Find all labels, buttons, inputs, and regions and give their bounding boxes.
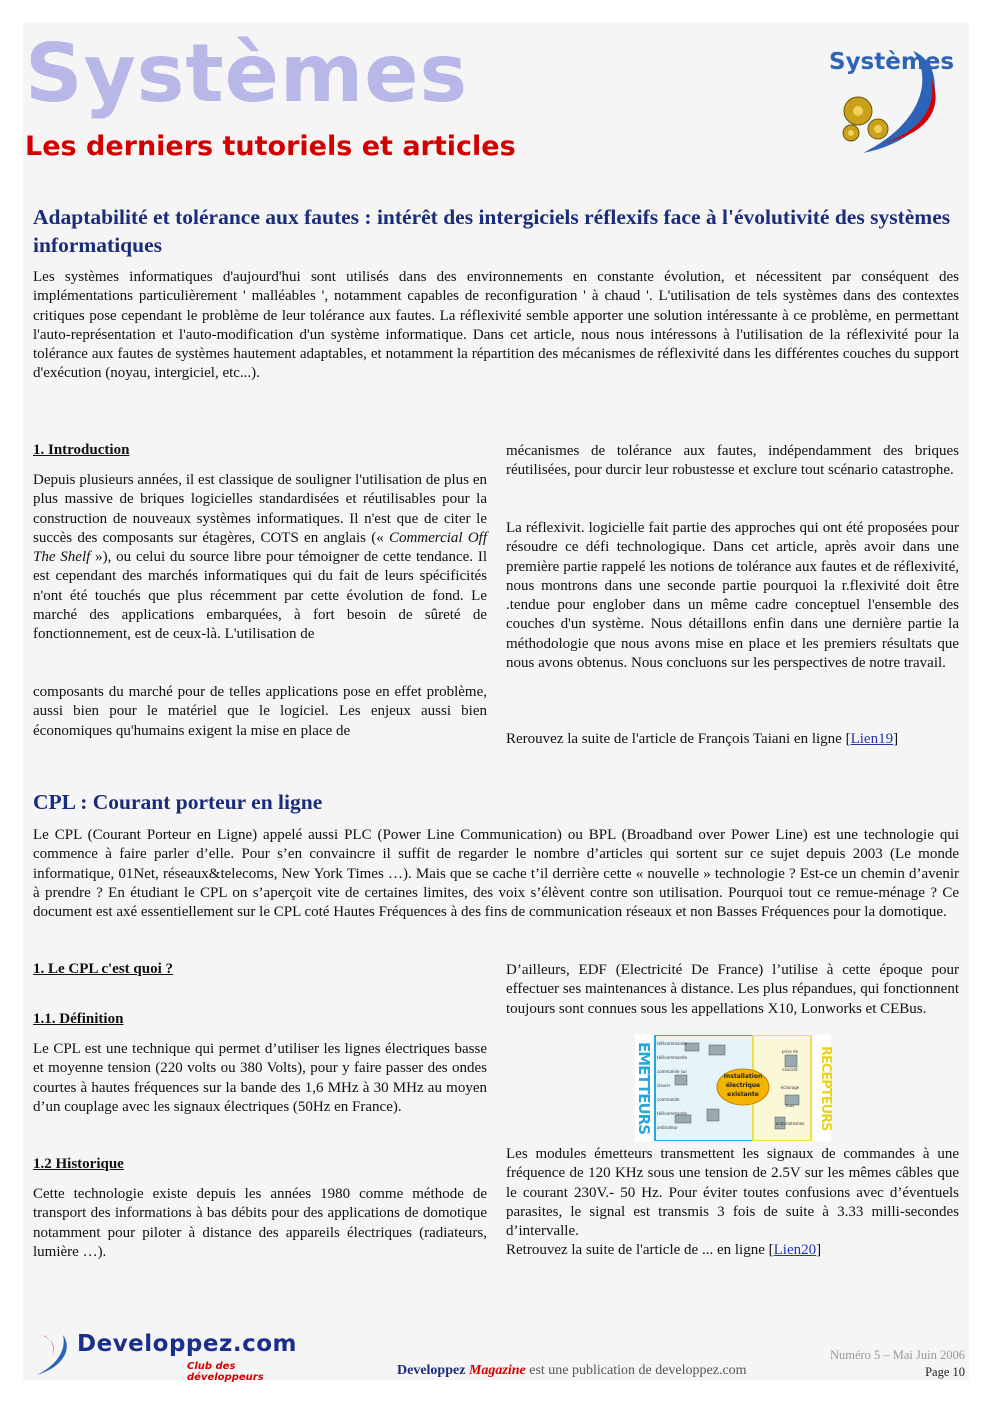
- link-lien19[interactable]: Lien19: [850, 731, 894, 747]
- left-item: clavier: [657, 1083, 671, 1088]
- read-more-text: Rerouvez la suite de l'article de François Taiani en ligne [: [506, 731, 851, 747]
- logo-text: Systèmes: [829, 49, 955, 75]
- article1-intro-paragraph: [33, 471, 487, 645]
- right-item: prise de: [781, 1049, 799, 1054]
- developpez-wordmark: Developpez.com: [77, 1331, 298, 1357]
- publication-line: [397, 1363, 747, 1379]
- intro-text-a: Depuis plusieurs années, il est classique de souligner l'utilisation de plus en plus massive de briques logicielles standardisées et réutilisables pour la construction de nouveaux systèmes informatiques. Il n'est que de citer le succès des composants sur étagères, COTS en anglais («: [33, 472, 487, 546]
- developpez-logo[interactable]: [33, 1329, 298, 1383]
- diagram-right-items: [769, 1043, 811, 1133]
- article2-title: CPL : Courant porteur en ligne: [33, 790, 323, 814]
- center-line2: électrique: [725, 1082, 761, 1089]
- article1-abstract: Les systèmes informatiques d'aujourd'hui sont utilisés dans des environnements en constante évolution, et nécessitent par conséquent des implémentations particulièrement ' malléables ', notamment capables de reconfiguration ' à chaud '. L'utilisation de tels systèmes dans des contextes critiques pose cependant le problème de leur tolérance aux fautes. La réflexivité semble apporter une solution intéressante à ce problème, en permettant l'auto-représentation et l'auto-modification d'un système informatique. Dans cet article, nous nous intéressons à l'utilisation de la réflexivité pour la tolérance aux fautes de systèmes hautement adaptables, et notamment la répartition des mécanismes de réflexivité dans les différentes couches du support d'exécution (noyau, intergiciel, etc...).: [33, 269, 959, 382]
- article2-right-para2: Les modules émetteurs transmettent les signaux de commandes à une fréquence de 120 KHz sous une tension de 2.5V sur les mêmes câbles que le courant 230V.- 50 Hz. Pour éviter toutes confusions avec d’éventuels parasites, le signal est transmis 3 fois de suite à 3.33 milli-secondes d’intervalle.: [506, 1146, 959, 1240]
- diagram-right-label: RECEPTEURS: [818, 1045, 833, 1131]
- center-line1: Installation: [723, 1073, 763, 1080]
- read-more-end: ]: [816, 1242, 822, 1258]
- article2-section-what: 1. Le CPL c'est quoi ?: [33, 961, 174, 977]
- pub-rest: est une publication de developpez.com: [529, 1363, 747, 1378]
- cpl-diagram: [635, 1035, 831, 1141]
- swoosh-icon: [33, 1329, 77, 1377]
- diagram-left-label: EMETTEURS: [635, 1041, 653, 1134]
- article1-right-para2: La réflexivit. logicielle fait partie des approches qui ont été proposées pour résoudre ce défi technologique. Dans cet article, après avoir dans une première partie rappelé les notions de tolérance aux fautes et de réflexivité, nous montrons dans une seconde partie pourquoi la r.flexivité doit être .tendue pour englober dans un même cadre conceptuel l'ensemble des couches d'un système. Nous détaillons enfin dans une dernière partie la méthodologie que nous avons mise en place et les premiers résultats que nous avons obtenus. Nous concluons sur les perspectives de notre travail.: [506, 520, 959, 672]
- club-tagline: Club des développeurs: [187, 1361, 264, 1383]
- left-item: commande sur: [657, 1069, 687, 1074]
- article1-right-para1: mécanismes de tolérance aux fautes, indépendamment des briques réutilisées, pour durcir leur robustesse et exclure tout scénario catastrophe.: [506, 443, 959, 479]
- left-item: télécommande: [657, 1111, 688, 1116]
- section-subtitle: Les derniers tutoriels et articles: [25, 131, 516, 162]
- intro-emphasis: Commercial Off The Shelf: [33, 529, 487, 566]
- left-item: commande: [657, 1097, 680, 1102]
- brand-title: Systèmes: [25, 27, 469, 120]
- article2-section-history: 1.2 Historique: [33, 1156, 124, 1172]
- link-lien20[interactable]: Lien20: [773, 1242, 817, 1258]
- article1-intro-continued: composants du marché pour de telles applications pose en effet problème, aussi bien pour le matériel que le logiciel. Les enjeux aussi bien économiques qu'humains exigent la mise en place de: [33, 684, 487, 739]
- article2-right-para1: D’ailleurs, EDF (Electricité De France) l’utilise à cette époque pour effectuer ses maintenances à distance. Les plus répandues, qui fonctionnent toujours sont connues sous les appellations X10, Lonworks et CEBus.: [506, 962, 959, 1017]
- left-item: télécommande: [657, 1055, 688, 1060]
- center-line3: existante: [727, 1091, 759, 1098]
- pub-magazine: Magazine: [468, 1363, 526, 1378]
- pub-name: Developpez: [397, 1363, 466, 1378]
- read-more-end: ]: [893, 731, 899, 747]
- article2-read-more: [506, 1241, 959, 1260]
- page: [23, 23, 969, 1383]
- article2-history: Cette technologie existe depuis les années 1980 comme méthode de transport des informations à bas débits pour des applications de domotique notamment pour piloter à distance des appareils électriques (radiateurs, lumière …).: [33, 1186, 487, 1260]
- article1-section-intro: 1. Introduction: [33, 442, 130, 458]
- right-item: éclairage: [780, 1085, 800, 1090]
- article2-section-definition: 1.1. Définition: [33, 1011, 124, 1027]
- article2-abstract: Le CPL (Courant Porteur en Ligne) appelé aussi PLC (Power Line Communication) ou BPL (Broadband over Power Line) est une technologie qui commence à faire parler d’elle. Pour s’en convaincre il suffit de regarder le nombre d’articles qui sortent sur ce sujet depuis 2003 (Le monde informatique, 01Net, réseaux&telecoms, New York Times …). Mais que se cache t’il derrière cette « nouvelle » technologie ? Est-ce un chemin d’avenir à prendre ? En étudiant le CPL on s’aperçoit vite de certaines limites, des voix s’élèvent contre son utilisation. Pourquoi tout ce remue-ménage ? Ce document est axé essentiellement sur le CPL coté Hautes Fréquences à des fins de communication réseaux et non Basses Fréquences pour la domotique.: [33, 827, 959, 921]
- diagram-left-items: [657, 1037, 717, 1135]
- issue-number: Numéro 5 – Mai Juin 2006: [829, 1348, 965, 1362]
- left-item: télécommande: [657, 1041, 688, 1046]
- article1-read-more: [506, 730, 959, 749]
- right-item: automatismes: [775, 1121, 805, 1126]
- article1-title: Adaptabilité et tolérance aux fautes : intérêt des intergiciels réflexifs face à l'évolutivité des systèmes informatiques: [33, 205, 951, 257]
- systemes-logo: [823, 33, 963, 161]
- right-item: tous: [785, 1103, 795, 1108]
- right-item: courant: [782, 1067, 798, 1072]
- diagram-center-label: [719, 1072, 767, 1099]
- left-item: ordinateur: [657, 1125, 678, 1130]
- intro-text-b: »), ou celui du source libre pour témoigner de cette tendance. Il est cependant des marchés informatiques qui du fait de leurs spécificités n'ont été touchés que plus récemment par cette évolution de fond. Le marché des applications embarquées, à fort besoin de sûreté de fonctionnement, est de ceux-là. L'utilisation de: [33, 549, 487, 643]
- article2-definition: Le CPL est une technique qui permet d’utiliser les lignes électriques basse et moyenne tension (220 volts ou 380 Volts), pour y faire passer des ondes courtes à hautes fréquences sur la bande des 1,6 MHz à 30 MHz au moyen d’un couplage avec les signaux électriques (50Hz en France).: [33, 1041, 487, 1115]
- page-number: Page 10: [925, 1365, 965, 1379]
- read-more-text: Retrouvez la suite de l'article de ... en ligne [: [506, 1242, 774, 1258]
